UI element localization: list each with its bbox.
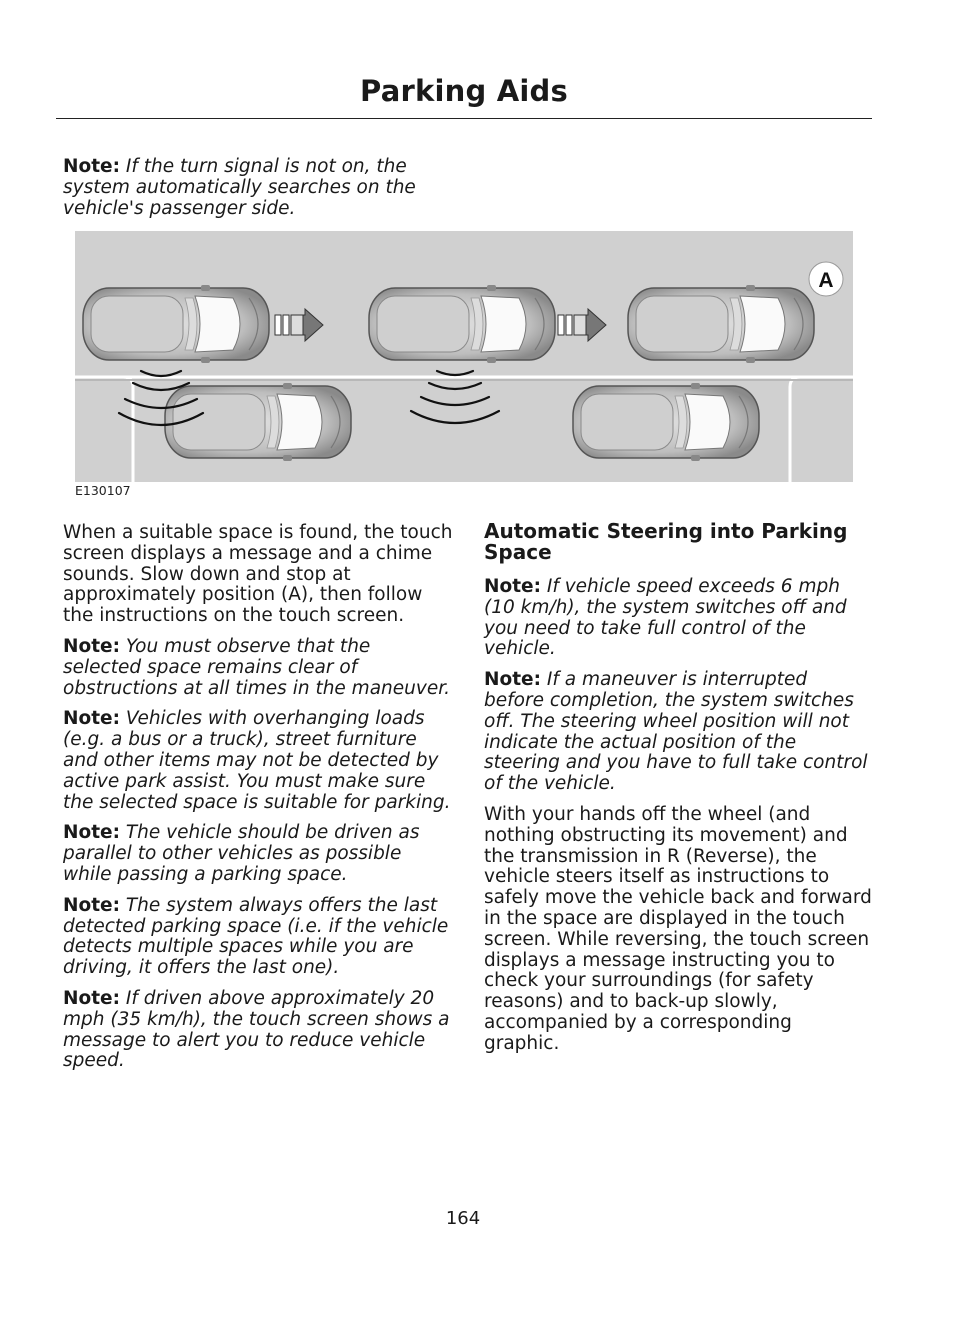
note-label: Note: [63,987,120,1009]
note-text: You must observe that the selected space remains clear of obstructions at all times in the maneuver. [63,635,450,699]
arrow-right-icon [275,309,323,341]
note [63,823,453,885]
note [484,577,872,660]
car-icon [369,285,555,363]
note-label: Note: [63,708,120,730]
note-label: Note: [63,635,120,657]
section-heading: Automatic Steering into Parking Space [484,519,848,564]
note [63,157,453,219]
page-number: 164 [445,1208,481,1229]
body-paragraph: With your hands off the wheel (and nothing obstructing its movement) and the transmission in R (Reverse), the vehicle steers itself as instructions to safely move the vehicle back and forward in the space are displayed in the touch screen. While reversing, the touch screen displays a message instructing you to check your surroundings (for safety reasons) and to back-up slowly, accompanied by a corresponding graphic. [484,803,872,1054]
note-text: If a maneuver is interrupted before completion, the system switches off. The steering wheel position will not indicate the actual position of the steering and you have to full take control of the vehicle. [484,669,868,795]
figure-code: E130107 [75,483,131,498]
note-text: If driven above approximately 20 mph (35 km/h), the touch screen shows a message to alert you to reduce vehicle speed. [63,987,450,1072]
callout-label: A [818,269,834,292]
car-icon [165,383,351,461]
note-text: If the turn signal is not on, the system automatically searches on the vehicle's passenger side. [63,156,416,219]
left-column [63,523,453,1082]
note-text: The system always offers the last detected parking space (i.e. if the vehicle detects multiple spaces while you are driving, it offers the last one). [63,894,449,979]
page-header [56,70,872,119]
parking-diagram-illustration [75,231,853,482]
top-note-block [63,157,453,229]
note [63,637,453,699]
note-label: Note: [63,894,120,916]
note [63,989,453,1072]
note-text: Vehicles with overhanging loads (e.g. a bus or a truck), street furniture and other items may not be detected by active park assist. You must make sure the selected space is suitable for parking. [63,708,451,813]
note [63,709,453,813]
parking-diagram [75,231,853,482]
note-label: Note: [484,576,541,597]
page-title: Parking Aids [360,74,568,108]
sensor-waves-icon [411,371,499,423]
note-text: If vehicle speed exceeds 6 mph (10 km/h), the system switches off and you need to take full control of the vehicle. [484,576,847,660]
note-label: Note: [484,669,541,691]
car-icon [573,383,759,461]
body-paragraph: When a suitable space is found, the touch screen displays a message and a chime sounds. Slow down and stop at approximately position (A), then follow the instructions on the touch screen. [63,522,453,627]
note [484,670,872,795]
car-icon [83,285,269,363]
note [63,896,453,979]
car-icon [628,285,814,363]
right-column [484,521,872,1065]
note-label: Note: [63,156,120,177]
note-label: Note: [63,822,120,844]
arrow-right-icon [558,309,606,341]
note-text: The vehicle should be driven as parallel to other vehicles as possible while passing a parking space. [63,822,420,885]
